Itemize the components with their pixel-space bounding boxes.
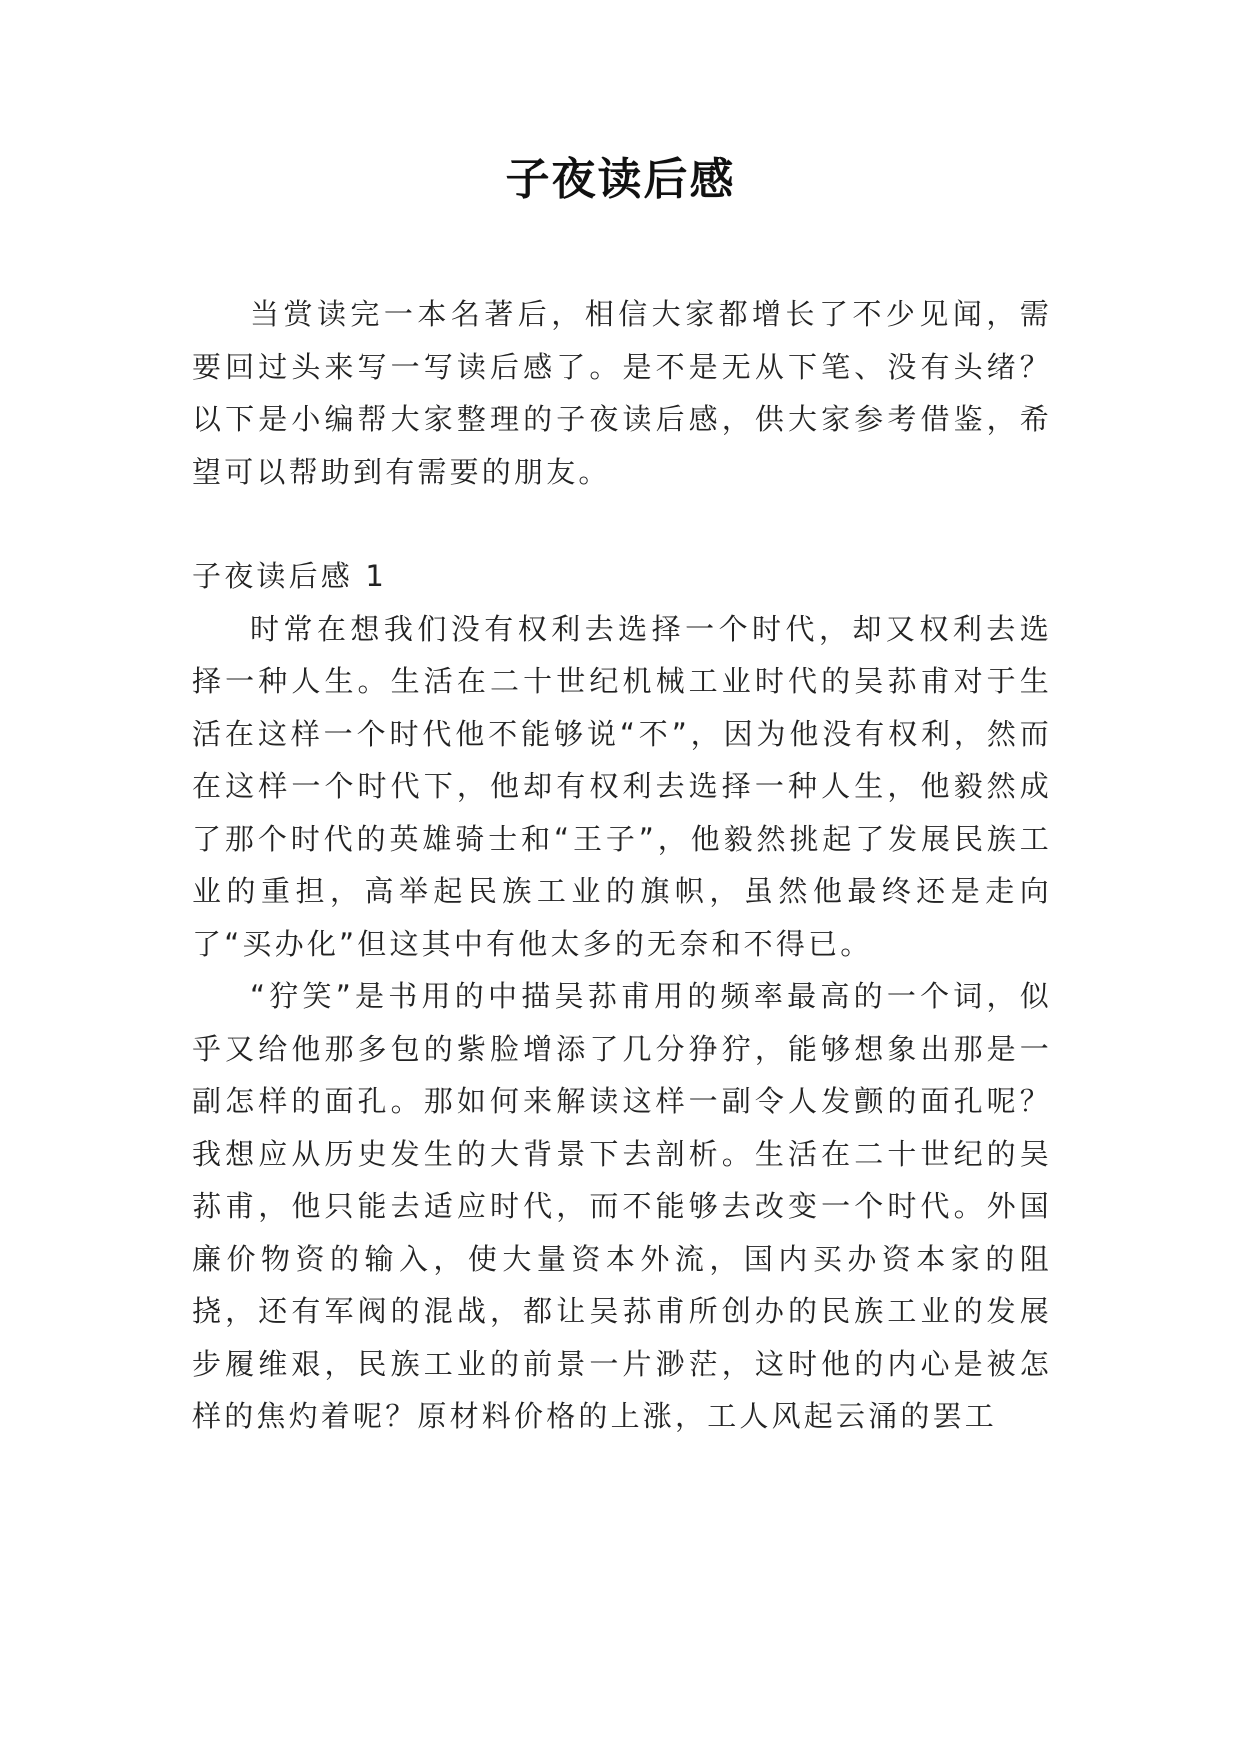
body-paragraph: 时常在想我们没有权利去选择一个时代，却又权利去选择一种人生。生活在二十世纪机械工业时代的吴荪甫对于生活在这样一个时代他不能够说“不”，因为他没有权利，然而在这样一个时代下，他却有权利去选择一种人生，他毅然成了那个时代的英雄骑士和“王子”，他毅然挑起了发展民族工业的重担，高举起民族工业的旗帜，虽然他最终还是走向了“买办化”但这其中有他太多的无奈和不得已。 [192,611,1052,961]
section-heading: 子夜读后感 1 [192,559,388,593]
intro-paragraph: 当赏读完一本名著后，相信大家都增长了不少见闻，需要回过头来写一写读后感了。是不是无从下笔、没有头绪？以下是小编帮大家整理的子夜读后感，供大家参考借鉴，希望可以帮助到有需要的朋友。 [192,297,1052,489]
document-body [192,288,1052,1443]
paragraph-spacer [192,498,1052,550]
document-title: 子夜读后感 [505,154,736,205]
body-paragraph: “狞笑”是书用的中描吴荪甫用的频率最高的一个词，似乎又给他那多包的紫脸增添了几分狰狞，能够想象出那是一副怎样的面孔。那如何来解读这样一副令人发颤的面孔呢？我想应从历史发生的大背景下去剖析。生活在二十世纪的吴荪甫，他只能去适应时代，而不能够去改变一个时代。外国廉价物资的输入，使大量资本外流，国内买办资本家的阻挠，还有军阀的混战，都让吴荪甫所创办的民族工业的发展步履维艰，民族工业的前景一片渺茫，这时他的内心是被怎样的焦灼着呢？原材料价格的上涨，工人风起云涌的罢工 [192,979,1052,1433]
